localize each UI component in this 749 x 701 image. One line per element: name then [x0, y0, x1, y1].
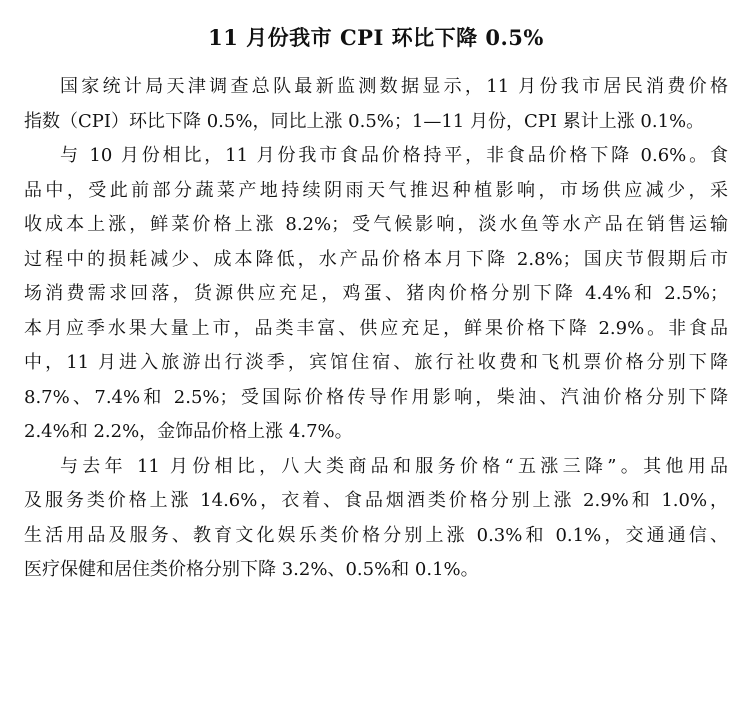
paragraph-line: 医疗保健和居住类价格分别下降 3.2%、0.5%和 0.1%。: [24, 559, 479, 580]
paragraph-2: [24, 139, 728, 450]
paragraph-line: 品中，受此前部分蔬菜产地持续阴雨天气推迟种植影响，市场供应减少，采: [24, 179, 728, 201]
paragraph-line: 与 10 月份相比，11 月份我市食品价格持平，非食品价格下降 0.6%。食: [60, 145, 728, 166]
document-page: [24, 24, 728, 588]
paragraph-line: 国家统计局天津调查总队最新监测数据显示，11 月份我市居民消费价格: [60, 76, 728, 97]
paragraph-3: [24, 450, 728, 588]
paragraph-line: 生活用品及服务、教育文化娱乐类价格分别上涨 0.3%和 0.1%，交通通信、: [24, 524, 728, 546]
paragraph-line: 及服务类价格上涨 14.6%，衣着、食品烟酒类价格分别上涨 2.9%和 1.0%，: [24, 490, 728, 511]
paragraph-1: [24, 70, 728, 139]
paragraph-line: 与去年 11 月份相比，八大类商品和服务价格“五涨三降”。其他用品: [60, 455, 728, 477]
paragraph-line: 收成本上涨，鲜菜价格上涨 8.2%；受气候影响，淡水鱼等水产品在销售运输: [24, 214, 728, 235]
paragraph-line: 指数（CPI）环比下降 0.5%，同比上涨 0.5%；1—11 月份，CPI 累计上涨 0.1%。: [24, 110, 705, 132]
paragraph-line: 场消费需求回落，货源供应充足，鸡蛋、猪肉价格分别下降 4.4%和 2.5%；: [24, 283, 728, 304]
article-title: 11 月份我市 CPI 环比下降 0.5%: [208, 25, 544, 50]
paragraph-line: 中，11 月进入旅游出行淡季，宾馆住宿、旅行社收费和飞机票价格分别下降: [24, 352, 728, 373]
paragraph-line: 过程中的损耗减少、成本降低，水产品价格本月下降 2.8%；国庆节假期后市: [24, 248, 728, 270]
paragraph-line: 8.7%、7.4%和 2.5%；受国际价格传导作用影响，柴油、汽油价格分别下降: [24, 386, 728, 408]
paragraph-line: 本月应季水果大量上市，品类丰富、供应充足，鲜果价格下降 2.9%。非食品: [24, 317, 728, 339]
paragraph-line: 2.4%和 2.2%，金饰品价格上涨 4.7%。: [24, 421, 353, 442]
